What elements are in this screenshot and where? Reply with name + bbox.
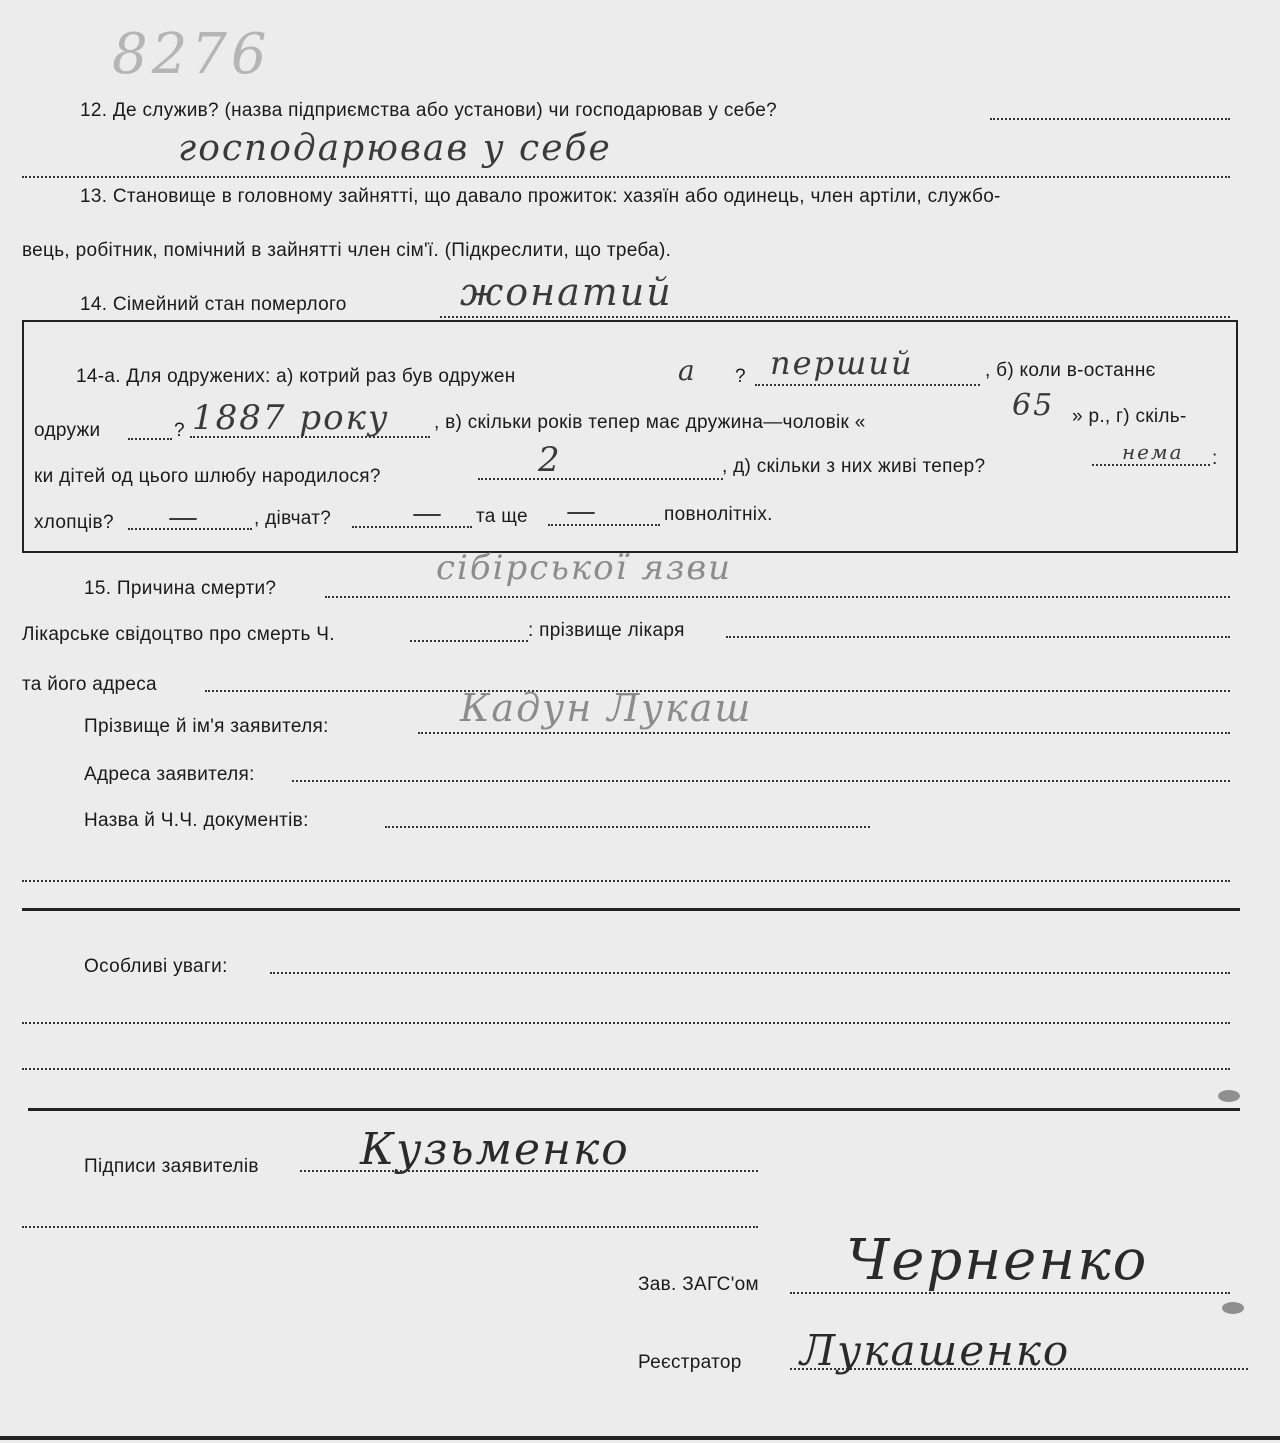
applicant-signature: Кузьменко [360,1124,630,1175]
q14a-answer-c: 65 [1012,388,1055,423]
registrar-label: Реєстратор [638,1352,742,1373]
q13-line2: вець, робітник, помічний в зайнятті член сім'ї. (Підкреслити, що треба). [22,240,672,261]
q14a-line2-dots [128,438,172,440]
q14a-answer-a: перший [770,344,914,382]
medical-certificate-label: Лікарське свідоцтво про смерть Ч. [22,624,335,645]
applicant-documents-label: Назва й Ч.Ч. документів: [84,810,309,831]
applicant-address-line [292,780,1230,782]
q14a-line1-text: 14-а. Для одружених: а) котрий раз був одружен [76,366,516,387]
applicant-name-value: Кадун Лукаш [460,686,753,730]
q14a-more-line [548,524,660,526]
q14a-line4-girls: , дівчат? [254,508,332,529]
q14a-answer-d: 2 [538,440,562,480]
q14a-line4-more: та ще [476,506,528,527]
applicant-name-label: Прізвище й ім'я заявителя: [84,716,329,737]
q14a-girls-dash: — [412,496,444,531]
q14a-boys-line [128,528,252,530]
q14a-line2-c: » р., г) скіль- [1072,406,1187,427]
q14a-line1-b: , б) коли в-останнє [985,360,1156,381]
applicant-signature-line [300,1170,758,1172]
bottom-border [0,1436,1280,1440]
section-divider-2 [28,1108,1240,1111]
q14a-line1-suffix: а [678,354,697,387]
zags-head-signature: Черненко [846,1228,1149,1293]
q15-answer-line [325,596,1230,598]
registrar-signature: Лукашенко [800,1326,1071,1375]
q14a-line3-text: ки дітей од цього шлюбу народилося? [34,466,381,487]
q12-answer-line-2 [22,176,1230,178]
q15-answer: сібірської язви [436,548,733,588]
q14a-answer-b: 1887 року [192,398,390,438]
q14-answer-line [440,316,1230,318]
registrar-line [790,1368,1248,1370]
medical-address-label: та його адреса [22,674,157,695]
q12-question: 12. Де служив? (назва підприємства або установи) чи господарював у себе? [80,100,777,121]
q14a-boys-dash: — [168,500,200,535]
zags-head-label: Зав. ЗАГС'ом [638,1274,759,1295]
q14a-answer-d-line [478,478,723,480]
remarks-line-3 [22,1068,1230,1070]
applicant-address-label: Адреса заявителя: [84,764,255,785]
medical-certificate-line [410,640,528,642]
q12-answer: господарював у себе [178,128,612,169]
ink-blot-2 [1222,1302,1244,1314]
q14a-line2-b: , в) скільки років тепер має дружина—чоловік « [434,412,866,433]
medical-doctor-label: : прізвище лікаря [528,620,685,641]
applicant-name-line [418,732,1230,734]
q14a-answer-a-line [755,384,980,386]
q14a-answer-e: нема [1122,440,1184,464]
q14-question: 14. Сімейний стан померлого [80,294,347,315]
q14a-girls-line [352,526,472,528]
corner-mark: 8276 [112,22,271,87]
q14a-line2-text: одружи [34,420,101,441]
remarks-label: Особливі уваги: [84,956,228,977]
q14a-answer-b-line [190,436,430,438]
q14a-line3-c: : [1212,448,1218,469]
q14a-answer-e-line [1092,464,1210,466]
medical-doctor-line [726,636,1230,638]
q14a-line1-question: ? [735,366,746,387]
applicant-documents-line [385,826,870,828]
q15-question: 15. Причина смерти? [84,578,277,599]
remarks-line-2 [22,1022,1230,1024]
q14a-more-dash: — [566,494,598,529]
q14a-line2-question: ? [174,420,185,441]
ink-blot-1 [1218,1090,1240,1102]
q13-line1: 13. Становище в головному зайнятті, що давало прожиток: хазяїн або одинець, член артіли, службо- [80,186,1001,207]
applicant-signature-line-2 [22,1226,758,1228]
q14a-line4-boys: хлопців? [34,512,114,533]
q14-answer: жонатий [460,270,673,314]
q14a-line3-b: , д) скільки з них живі тепер? [722,456,986,477]
remarks-line-1 [270,972,1230,974]
q12-answer-line [990,118,1230,120]
section-divider-1 [22,908,1240,911]
applicant-signatures-label: Підписи заявителів [84,1156,259,1177]
zags-head-line [790,1292,1230,1294]
applicant-extra-line-1 [22,880,1230,882]
q14a-line4-adults: повнолітніх. [664,504,773,525]
